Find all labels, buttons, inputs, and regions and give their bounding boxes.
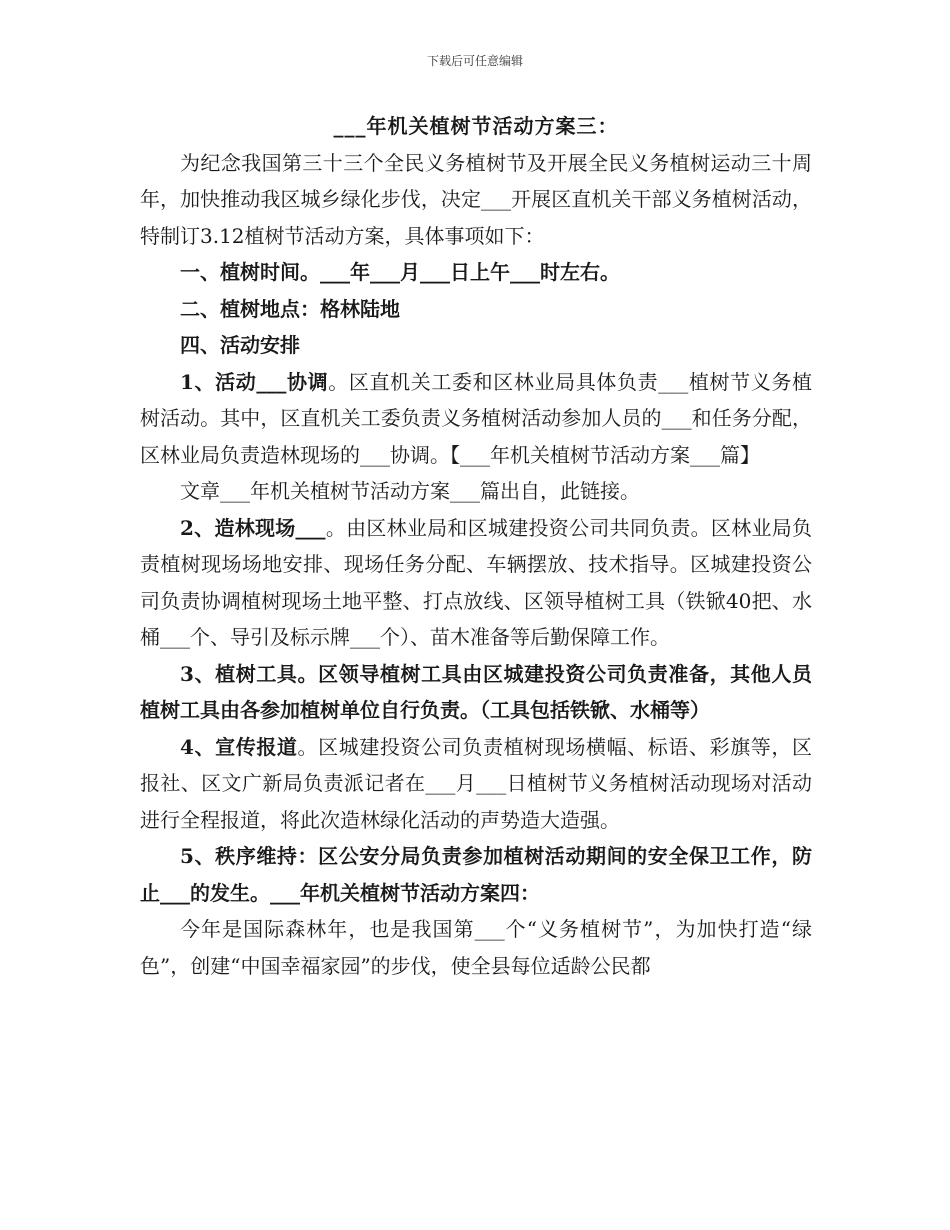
document-body (140, 108, 812, 984)
section-location: 二、植树地点：格林陆地 (180, 296, 400, 321)
intro-paragraph: 为纪念我国第三十三个全民义务植树节及开展全民义务植树运动三十周年，加快推动我区城乡绿化步伐，决定___开展区直机关干部义务植树活动，特制订3.12植树节活动方案，具体事项如下： (140, 150, 812, 248)
page-header: 下载后可任意编辑 (426, 54, 523, 68)
section-arrangement: 四、活动安排 (180, 333, 300, 357)
item-1-paragraph (140, 364, 812, 474)
item-2-paragraph (140, 510, 812, 656)
item-4-heading: 4、宣传报道 (180, 734, 298, 759)
plan-four-paragraph: 今年是国际森林年，也是我国第___个“义务植树节”，为加快打造“绿色”，创建“中国幸福家园”的步伐，使全县每位适龄公民都 (140, 917, 812, 978)
section-time: 一、植树时间。___年___月___日上午___时左右。 (180, 260, 620, 284)
document-title: ___年机关植树节活动方案三： (333, 114, 619, 138)
item-4-body: 。区城建投资公司负责植树现场横幅、标语、彩旗等，区报社、区文广新局负责派记者在___月___日植树节义务植树活动现场对活动进行全程报道，将此次造林绿化活动的声势造大造强。 (140, 734, 813, 832)
item-1-heading: 1、活动___协调 (180, 369, 329, 394)
item-3-paragraph: 3、植树工具。区领导植树工具由区城建投资公司负责准备，其他人员植树工具由各参加植树单位自行负责。（工具包括铁锨、水桶等） (140, 661, 812, 722)
item-1-body: 。区直机关工委和区林业局具体负责___植树节义务植树活动。其中，区直机关工委负责义务植树活动参加人员的___和任务分配，区林业局负责造林现场的___协调。【___年机关植树节活动方案___篇】 (140, 369, 812, 467)
item-5-paragraph: 5、秩序维持：区公安分局负责参加植树活动期间的安全保卫工作，防止___的发生。___年机关植树节活动方案四： (140, 844, 812, 905)
item-2-heading: 2、造林现场___ (180, 515, 326, 540)
item-2-body: 。由区林业局和区城建投资公司共同负责。区林业局负责植树现场场地安排、现场任务分配、车辆摆放、技术指导。区城建投资公司负责协调植树现场土地平整、打点放线、区领导植树工具（铁锨40把、水桶___个、导引及标示牌___个）、苗木准备等后勤保障工作。 (140, 515, 813, 649)
source-note: 文章___年机关植树节活动方案___篇出自，此链接。 (180, 479, 640, 503)
item-4-paragraph (140, 729, 812, 839)
